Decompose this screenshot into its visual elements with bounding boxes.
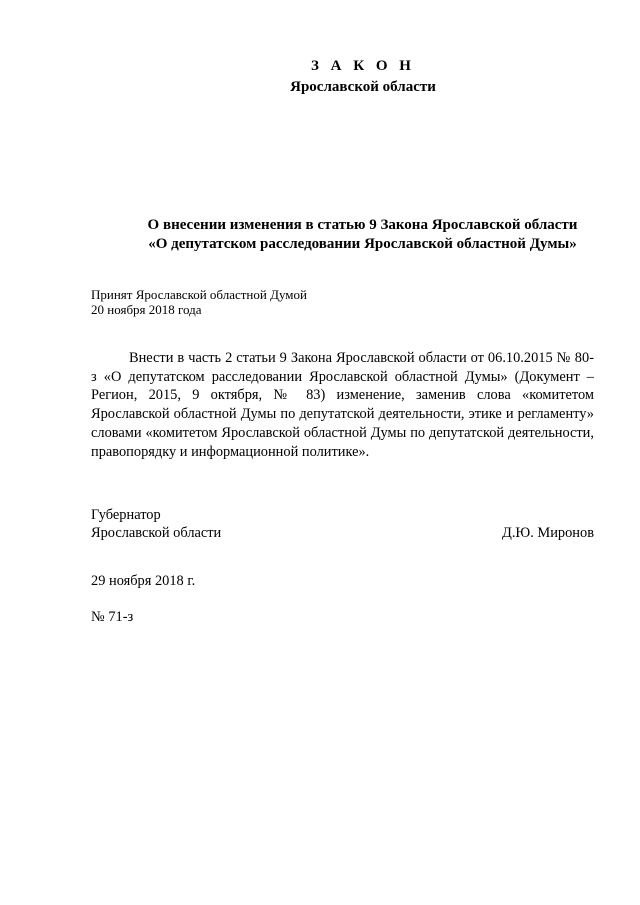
signing-date: 29 ноября 2018 г. [91,573,196,589]
law-body-paragraph: Внести в часть 2 статьи 9 Закона Ярославской области от 06.10.2015 № 80-з «О депутатском расследовании Ярославской областной Думы» (Документ – Регион, 2015, 9 октября, № 83) изменение, заменив слова «комитетом Ярославской областной Думы по депутатской деятельности, этике и регламенту» словами «комитетом Ярославской областной Думы по депутатской деятельности, правопорядку и информационной политике». [91,350,594,460]
law-subject-line-1: О внесении изменения в статью 9 Закона Ярославской области [147,217,578,233]
signatory-name: Д.Ю. Миронов [502,525,594,541]
signatory-title-line-2: Ярославской области [91,525,222,541]
law-body [91,349,594,461]
law-number: № 71-з [91,609,134,625]
adoption-note-line-2: 20 ноября 2018 года [91,302,202,317]
law-subject-line-2: «О депутатском расследовании Ярославской областной Думы» [148,236,577,252]
adoption-note-line-1: Принят Ярославской областной Думой [91,287,307,302]
document-type-heading: З А К О Н [311,58,415,74]
signatory-title-line-1: Губернатор [91,507,161,523]
document-region-heading: Ярославской области [290,79,436,95]
